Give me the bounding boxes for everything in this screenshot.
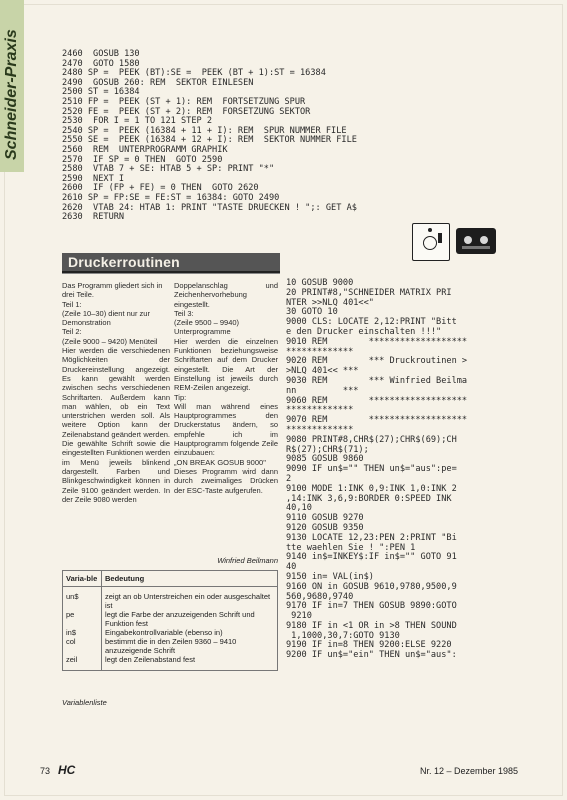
code-line: 9190 IF in=8 THEN 9200:ELSE 9220 (286, 640, 452, 651)
table-row (63, 637, 278, 655)
article-column-2 (174, 281, 278, 495)
code-line: 9120 GOSUB 9350 (286, 522, 364, 533)
article-column-1 (62, 281, 170, 504)
code-line: 560,9680,9740 (286, 591, 354, 602)
table-cell-variable: in$ (63, 628, 102, 637)
paragraph: Hier werden die verschiedenen Möglichkeiten der Druckereinstellung angezeigt. Es kann gewählt werden zwischen sechs verschiedenen Schriftarten. Außerdem kann man wählen, ob ein Text unterstrichen werden soll. Als weitere Option kann der Zeilenabstand geändert werden. Die gewählte Schrift sowie die eingestellten Funktionen werden im Menü jeweils blinkend dargestellt. Farben und Blinkgeschwindigkeit können in Zeile 9100 geändert werden. In der Zeile 9080 werden (62, 346, 170, 504)
code-line: 9085 GOSUB 9860 (286, 454, 364, 465)
code-line: 9140 in$=INKEY$:IF in$="" GOTO 91 (286, 552, 457, 563)
paragraph: Teil 2: (62, 327, 82, 337)
code-line: 9210 (286, 611, 312, 622)
table-row (63, 655, 278, 671)
paragraph: Tip: (174, 392, 187, 402)
heading-rule (62, 273, 280, 274)
code-line: 9070 REM ******************* (286, 415, 468, 426)
code-line: 40 (286, 562, 297, 573)
section-tab-label: Schneider-Praxis (3, 29, 20, 160)
code-line: 9200 IF un$="ein" THEN un$="aus": (286, 650, 457, 661)
magazine-logo: HC (58, 763, 76, 777)
code-line: 20 PRINT#8,"SCHNEIDER MATRIX PRI (286, 287, 452, 298)
code-line: 2510 FP = PEEK (ST + 1): REM FORTSETZUNG SPUR (62, 96, 306, 107)
paragraph: Teil 1: (62, 299, 82, 309)
code-line: 9180 IF in <1 OR in >8 THEN SOUND (286, 620, 457, 631)
table-cell-variable: un$ (63, 587, 102, 611)
code-line: 2560 REM UNTERPROGRAMM GRAPHIK (62, 144, 228, 155)
code-line: 9010 REM ******************* (286, 336, 468, 347)
paragraph: (Zeile 9500 – 9940) Unterprogramme (174, 318, 240, 337)
code-line: 40,10 (286, 503, 312, 514)
code-line: 9000 CLS: LOCATE 2,12:PRINT "Bitt (286, 317, 457, 328)
code-line: 9020 REM *** Druckroutinen > (286, 356, 468, 367)
code-line: 2490 GOSUB 260: REM SEKTOR EINLESEN (62, 77, 254, 88)
code-line: ************* (286, 405, 354, 416)
issue-label: Nr. 12 – Dezember 1985 (420, 766, 519, 776)
table-header-variable: Varia-ble (63, 571, 102, 587)
code-line: 2500 ST = 16384 (62, 87, 140, 98)
code-line: 2 (286, 473, 292, 484)
code-line: 2630 RETURN (62, 212, 125, 223)
code-line: 9110 GOSUB 9270 (286, 513, 364, 524)
table-cell-meaning: Eingabekontrollvariable (ebenso in) (105, 628, 223, 637)
code-line: 2530 FOR I = 1 TO 121 STEP 2 (62, 116, 213, 127)
table-cell-meaning: legt den Zeilenabstand fest (105, 655, 196, 664)
paragraph: Teil 3: (174, 308, 194, 318)
table-cell-meaning: legt die Farbe der anzuzeigenden Schrift und Funktion fest (105, 610, 255, 628)
code-line: 2620 VTAB 24: HTAB 1: PRINT "TASTE DRUECKEN ! ";: GET A$ (62, 202, 357, 213)
table-cell-meaning: bestimmt die in den Zeilen 9360 – 9410 anzuzeigende Schrift (105, 637, 237, 655)
code-line: e den Drucker einschalten !!!" (286, 326, 442, 337)
code-line: 10 GOSUB 9000 (286, 278, 354, 288)
code-line: 9130 LOCATE 12,23:PEN 2:PRINT "Bi (286, 532, 457, 543)
variable-table (62, 570, 278, 671)
code-line: 2480 SP = PEEK (BT):SE = PEEK (BT + 1):ST = 16384 (62, 68, 326, 79)
code-line: 2600 IF (FP + FE) = 0 THEN GOTO 2620 (62, 183, 259, 194)
section-tab (0, 0, 24, 172)
code-line: 2460 GOSUB 130 (62, 49, 140, 59)
code-line: nn *** (286, 385, 359, 396)
paragraph: Dieses Programm wird dann durch zweimaliges Drücken der ESC-Taste aufgerufen. (174, 466, 278, 495)
paragraph: Doppelanschlag und Zeichenhervorhebung eingestellt. (174, 281, 278, 309)
paragraph: Hier werden die einzelnen Funktionen beziehungsweise Schriftarten auf dem Drucker eingestellt. Die Art der Einstellung ist jeweils durch REM-Zeilen angezeigt. (174, 336, 278, 393)
code-line: 9160 ON in GOSUB 9610,9780,9500,9 (286, 581, 457, 592)
code-line: 9030 REM *** Winfried Beilma (286, 375, 468, 386)
code-line: ,14:INK 3,6,9:BORDER 0:SPEED INK (286, 493, 452, 504)
code-line: 2540 SP = PEEK (16384 + 11 + I): REM SPUR NUMMER FILE (62, 125, 347, 136)
table-caption: Variablenliste (62, 698, 107, 707)
code-line: tte waehlen Sie ! ":PEN 1 (286, 542, 416, 553)
paragraph: Will man während eines Hauptprogrammes den Druckerstatus ändern, so empfehle ich im Hauptprogramm folgende Zeile einzubauen: (174, 401, 278, 458)
table-row (63, 628, 278, 637)
code-line: ************* (286, 346, 354, 357)
table-cell-meaning: zeigt an ob Unterstreichen ein oder ausgeschaltet ist (105, 592, 271, 610)
code-line: 9150 in= VAL(in$) (286, 571, 374, 582)
top-code-listing (62, 50, 357, 223)
section-heading-box (62, 253, 280, 273)
table-cell-variable: pe (63, 610, 102, 628)
code-line: R$(27);CHR$(71); (286, 444, 369, 455)
code-line: >NLQ 401<< *** (286, 366, 359, 377)
section-heading: Druckerroutinen (68, 254, 180, 270)
table-header-meaning: Bedeutung (102, 571, 278, 587)
table-cell-variable: col (63, 637, 102, 655)
paragraph: „ON BREAK GOSUB 9000" (174, 457, 266, 467)
code-line: 2550 SE = PEEK (16384 + 12 + I): REM SEKTOR NUMMER FILE (62, 135, 357, 146)
code-line: 2570 IF SP = 0 THEN GOTO 2590 (62, 154, 223, 165)
code-line: 2610 SP = FP:SE = FE:ST = 16384: GOTO 2490 (62, 192, 280, 203)
code-line: ************* (286, 424, 354, 435)
table-cell-variable: zeil (63, 655, 102, 671)
code-line: 9080 PRINT#8,CHR$(27);CHR$(69);CH (286, 434, 457, 445)
page-number: 73 (40, 766, 51, 776)
cassette-icon (456, 228, 496, 254)
code-line: NTER >>NLQ 401<<" (286, 297, 374, 308)
table-header-row (63, 571, 278, 587)
code-line: 2470 GOTO 1580 (62, 58, 140, 69)
author-signature: Winfried Beilmann (217, 556, 278, 565)
code-line: 2590 NEXT I (62, 173, 125, 184)
code-line: 30 GOTO 10 (286, 307, 338, 318)
code-line: 9090 IF un$="" THEN un$="aus":pe= (286, 464, 457, 475)
code-line: 1,1000,30,7:GOTO 9130 (286, 630, 400, 641)
floppy-disk-icon (412, 223, 450, 261)
code-line: 2520 FE = PEEK (ST + 2): REM FORSETZUNG SEKTOR (62, 106, 311, 117)
table-row (63, 610, 278, 628)
paragraph: (Zeile 10–30) dient nur zur Demonstration (62, 308, 150, 328)
code-line: 2580 VTAB 7 + SE: HTAB 5 + SP: PRINT "*" (62, 164, 275, 175)
table-row (63, 587, 278, 611)
paragraph: (Zeile 9000 – 9420) Menüteil (62, 336, 158, 346)
right-code-listing (286, 279, 467, 661)
code-line: 9170 IF in=7 THEN GOSUB 9890:GOTO (286, 601, 457, 612)
paragraph: Das Programm gliedert sich in drei Teile. (62, 281, 163, 300)
code-line: 9100 MODE 1:INK 0,9:INK 1,0:INK 2 (286, 483, 457, 494)
code-line: 9060 REM ******************* (286, 395, 468, 406)
